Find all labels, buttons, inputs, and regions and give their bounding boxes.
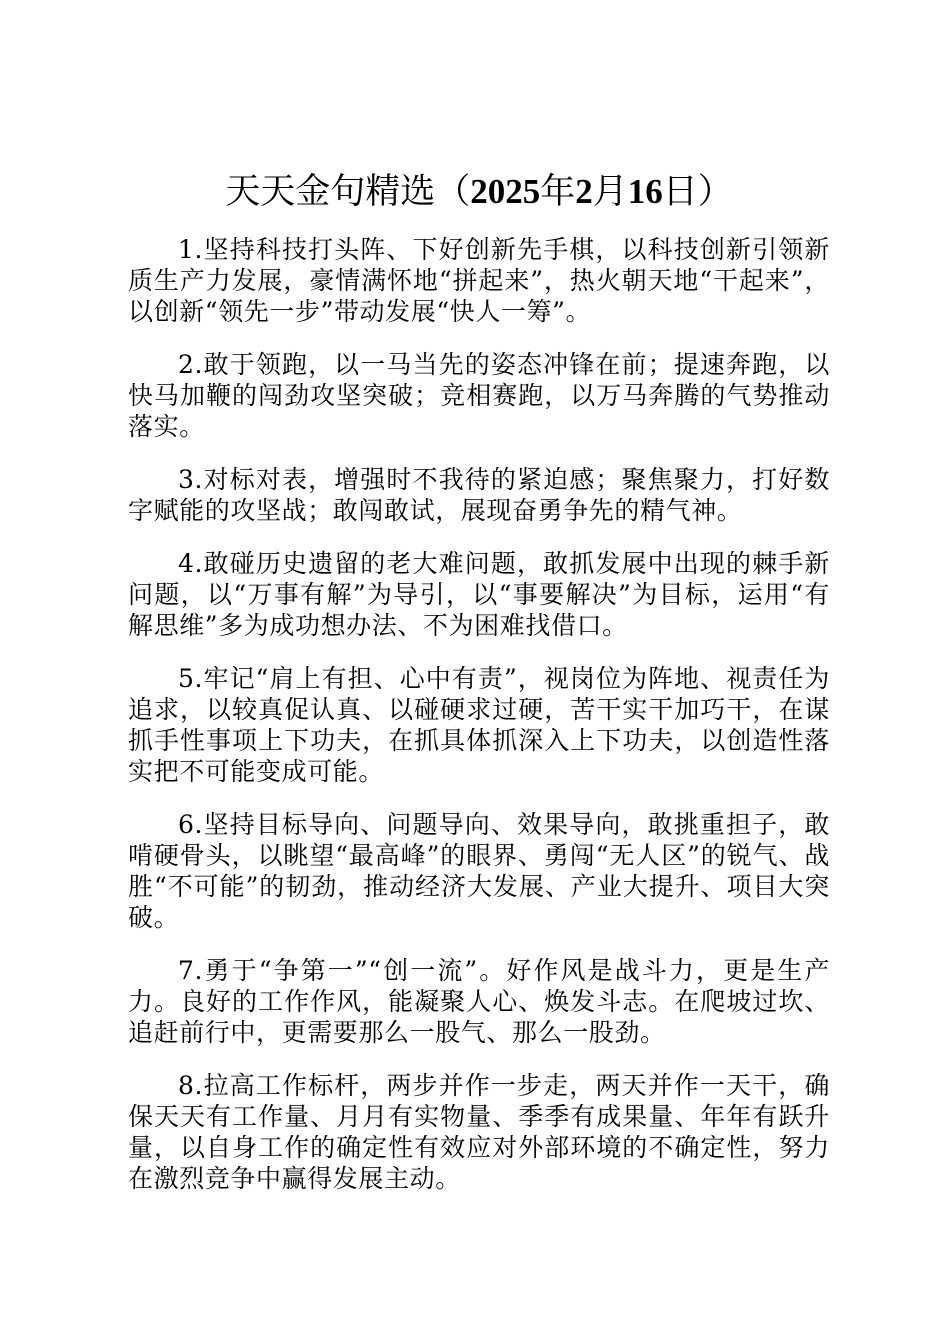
title-day: 16	[627, 172, 663, 211]
title-month-unit: 月	[592, 172, 628, 212]
quote-item-7: 7.勇于“争第一”“创一流”。好作风是战斗力，更是生产力。良好的工作作风，能凝聚人心、焕发斗志。在爬坡过坎、追赶前行中，更需要那么一股气、那么一股劲。	[128, 956, 830, 1047]
title-month: 2	[575, 172, 593, 211]
page-title	[128, 168, 830, 216]
title-prefix: 天天金句精选（	[225, 172, 471, 212]
quote-item-3: 3.对标对表，增强时不我待的紧迫感；聚焦聚力，打好数字赋能的攻坚战；敢闯敢试，展现奋勇争先的精气神。	[128, 465, 830, 525]
quote-item-2: 2.敢于领跑，以一马当先的姿态冲锋在前；提速奔跑，以快马加鞭的闯劲攻坚突破；竞相赛跑，以万马奔腾的气势推动落实。	[128, 350, 830, 441]
quote-item-8: 8.拉高工作标杆，两步并作一步走，两天并作一天干，确保天天有工作量、月月有实物量、季季有成果量、年年有跃升量，以自身工作的确定性有效应对外部环境的不确定性，努力在激烈竞争中赢得发展主动。	[128, 1071, 830, 1193]
quote-item-5: 5.牢记“肩上有担、心中有责”，视岗位为阵地、视责任为追求，以较真促认真、以碰硬求过硬，苦干实干加巧干，在谋抓手性事项上下功夫，在抓具体抓深入上下功夫，以创造性落实把不可能变成可能。	[128, 664, 830, 786]
quote-item-6: 6.坚持目标导向、问题导向、效果导向，敢挑重担子，敢啃硬骨头，以眺望“最高峰”的眼界、勇闯“无人区”的锐气、战胜“不可能”的韧劲，推动经济大发展、产业大提升、项目大突破。	[128, 810, 830, 932]
title-year: 2025	[470, 172, 541, 211]
quote-item-4: 4.敢碰历史遗留的老大难问题，敢抓发展中出现的棘手新问题，以“万事有解”为导引，以“事要解决”为目标，运用“有解思维”多为成功想办法、不为困难找借口。	[128, 549, 830, 640]
title-day-unit: 日）	[662, 172, 733, 212]
quote-item-1: 1.坚持科技打头阵、下好创新先手棋，以科技创新引领新质生产力发展，豪情满怀地“拼起来”，热火朝天地“干起来”，以创新“领先一步”带动发展“快人一筹”。	[128, 235, 830, 326]
title-year-unit: 年	[540, 172, 576, 212]
document-page	[128, 168, 830, 1216]
